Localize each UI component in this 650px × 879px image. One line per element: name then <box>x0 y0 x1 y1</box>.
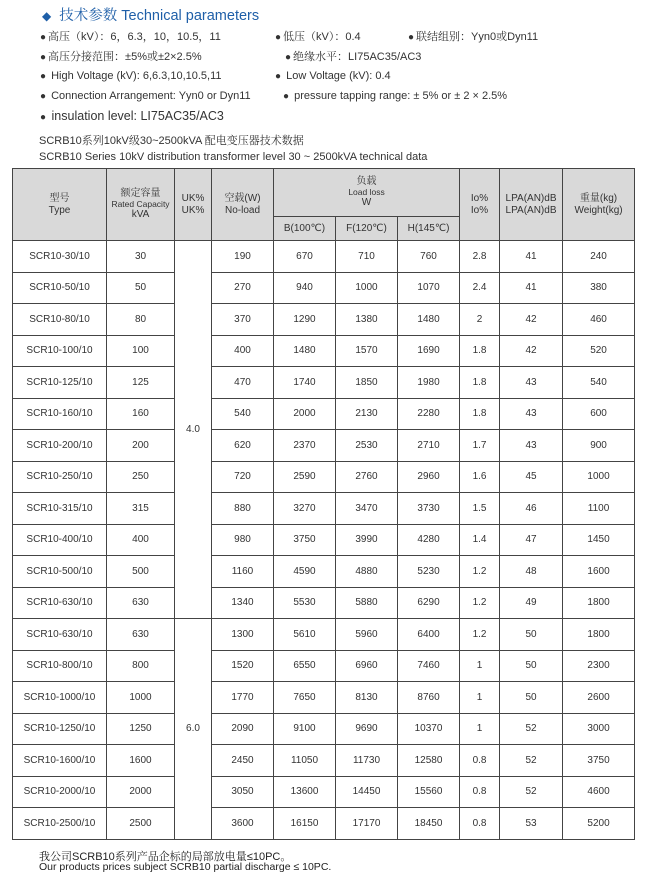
cell-io: 0.8 <box>460 808 500 840</box>
cell-kva: 80 <box>107 304 175 336</box>
cell-f: 17170 <box>336 808 398 840</box>
cell-f: 8130 <box>336 682 398 714</box>
cell-f: 1380 <box>336 304 398 336</box>
bullet-icon: ● <box>40 32 47 43</box>
cell-weight: 3000 <box>563 713 635 745</box>
cell-uk: 6.0 <box>175 619 212 840</box>
cell-kva: 500 <box>107 556 175 588</box>
bullet-icon: ● <box>275 71 282 82</box>
cell-weight: 2300 <box>563 650 635 682</box>
spec-lv-en: ● Low Voltage (kV): 0.4 <box>275 70 391 82</box>
cell-io: 1.2 <box>460 587 500 619</box>
table-row <box>13 524 635 556</box>
cell-b: 16150 <box>274 808 336 840</box>
cell-io: 1 <box>460 650 500 682</box>
cell-io: 1 <box>460 713 500 745</box>
cell-type: SCR10-125/10 <box>13 367 107 399</box>
cell-type: SCR10-630/10 <box>13 587 107 619</box>
cell-kva: 30 <box>107 241 175 273</box>
cell-b: 1480 <box>274 335 336 367</box>
table-row <box>13 398 635 430</box>
cell-h: 2960 <box>398 461 460 493</box>
cell-kva: 800 <box>107 650 175 682</box>
header-h: H(145℃) <box>398 217 460 241</box>
cell-noload: 370 <box>212 304 274 336</box>
cell-b: 4590 <box>274 556 336 588</box>
cell-kva: 630 <box>107 619 175 651</box>
cell-lpa: 41 <box>500 272 563 304</box>
cell-b: 940 <box>274 272 336 304</box>
cell-io: 0.8 <box>460 776 500 808</box>
cell-noload: 270 <box>212 272 274 304</box>
header-b: B(100℃) <box>274 217 336 241</box>
cell-lpa: 50 <box>500 650 563 682</box>
cell-lpa: 41 <box>500 241 563 273</box>
bullet-icon: ● <box>408 32 415 43</box>
cell-h: 1980 <box>398 367 460 399</box>
header-type: 型号 Type <box>13 169 107 241</box>
section-title <box>42 4 259 25</box>
cell-weight: 900 <box>563 430 635 462</box>
table-row <box>13 461 635 493</box>
cell-kva: 630 <box>107 587 175 619</box>
cell-kva: 100 <box>107 335 175 367</box>
header-uk: UK% UK% <box>175 169 212 241</box>
cell-weight: 380 <box>563 272 635 304</box>
cell-h: 15560 <box>398 776 460 808</box>
cell-io: 2.4 <box>460 272 500 304</box>
cell-kva: 400 <box>107 524 175 556</box>
cell-type: SCR10-200/10 <box>13 430 107 462</box>
table-row <box>13 272 635 304</box>
cell-b: 1290 <box>274 304 336 336</box>
cell-f: 1000 <box>336 272 398 304</box>
spec-table-wrapper <box>12 168 634 840</box>
cell-h: 12580 <box>398 745 460 777</box>
cell-type: SCR10-630/10 <box>13 619 107 651</box>
header-io: Io% Io% <box>460 169 500 241</box>
table-row <box>13 241 635 273</box>
cell-lpa: 52 <box>500 713 563 745</box>
cell-noload: 1300 <box>212 619 274 651</box>
cell-io: 1.4 <box>460 524 500 556</box>
cell-type: SCR10-2000/10 <box>13 776 107 808</box>
cell-h: 760 <box>398 241 460 273</box>
cell-f: 11730 <box>336 745 398 777</box>
cell-h: 2710 <box>398 430 460 462</box>
cell-weight: 2600 <box>563 682 635 714</box>
cell-type: SCR10-400/10 <box>13 524 107 556</box>
bullet-icon: ● <box>40 112 47 123</box>
cell-f: 2130 <box>336 398 398 430</box>
note-en: Our products prices subject SCRB10 partial discharge ≤ 10PC. <box>39 861 332 873</box>
table-row <box>13 682 635 714</box>
cell-weight: 1800 <box>563 619 635 651</box>
cell-lpa: 45 <box>500 461 563 493</box>
table-row <box>13 493 635 525</box>
cell-f: 3470 <box>336 493 398 525</box>
spec-insulation-en: ● insulation level: LI75AC35/AC3 <box>40 109 224 123</box>
caption-en: SCRB10 Series 10kV distribution transformer level 30 ~ 2500kVA technical data <box>39 151 428 163</box>
table-row <box>13 335 635 367</box>
cell-noload: 470 <box>212 367 274 399</box>
cell-lpa: 50 <box>500 619 563 651</box>
cell-h: 3730 <box>398 493 460 525</box>
cell-f: 9690 <box>336 713 398 745</box>
cell-io: 1.8 <box>460 367 500 399</box>
cell-b: 5610 <box>274 619 336 651</box>
cell-b: 1740 <box>274 367 336 399</box>
title-cn: 技术参数 <box>59 8 118 24</box>
title-en: Technical parameters <box>121 8 260 24</box>
cell-b: 13600 <box>274 776 336 808</box>
table-row <box>13 619 635 651</box>
cell-io: 2.8 <box>460 241 500 273</box>
cell-h: 8760 <box>398 682 460 714</box>
cell-weight: 5200 <box>563 808 635 840</box>
table-row <box>13 367 635 399</box>
cell-noload: 980 <box>212 524 274 556</box>
cell-kva: 2500 <box>107 808 175 840</box>
cell-b: 2590 <box>274 461 336 493</box>
cell-noload: 3050 <box>212 776 274 808</box>
cell-f: 4880 <box>336 556 398 588</box>
header-f: F(120℃) <box>336 217 398 241</box>
cell-weight: 540 <box>563 367 635 399</box>
cell-b: 11050 <box>274 745 336 777</box>
cell-h: 6400 <box>398 619 460 651</box>
cell-noload: 2450 <box>212 745 274 777</box>
bullet-icon: ● <box>40 91 47 102</box>
cell-type: SCR10-800/10 <box>13 650 107 682</box>
cell-lpa: 43 <box>500 367 563 399</box>
table-row <box>13 808 635 840</box>
cell-lpa: 50 <box>500 682 563 714</box>
cell-type: SCR10-1600/10 <box>13 745 107 777</box>
cell-noload: 1520 <box>212 650 274 682</box>
cell-b: 2370 <box>274 430 336 462</box>
cell-f: 3990 <box>336 524 398 556</box>
bullet-icon: ● <box>40 52 47 63</box>
cell-io: 2 <box>460 304 500 336</box>
cell-f: 5960 <box>336 619 398 651</box>
cell-io: 1.5 <box>460 493 500 525</box>
table-row <box>13 713 635 745</box>
spec-tap-cn: ● 高压分接范围：±5%或±2×2.5% <box>40 51 202 63</box>
cell-noload: 400 <box>212 335 274 367</box>
cell-uk: 4.0 <box>175 241 212 619</box>
cell-h: 5230 <box>398 556 460 588</box>
spec-tap-en: ● pressure tapping range: ± 5% or ± 2 × 2.5% <box>283 90 508 102</box>
table-row <box>13 587 635 619</box>
cell-f: 5880 <box>336 587 398 619</box>
cell-noload: 620 <box>212 430 274 462</box>
cell-noload: 1770 <box>212 682 274 714</box>
cell-kva: 50 <box>107 272 175 304</box>
spec-group-cn: ● 联结组别：Yyn0或Dyn11 <box>408 31 539 43</box>
cell-b: 2000 <box>274 398 336 430</box>
cell-weight: 1600 <box>563 556 635 588</box>
cell-kva: 200 <box>107 430 175 462</box>
cell-f: 14450 <box>336 776 398 808</box>
header-lpa: LPA(AN)dB LPA(AN)dB <box>500 169 563 241</box>
cell-b: 9100 <box>274 713 336 745</box>
cell-h: 10370 <box>398 713 460 745</box>
cell-noload: 1160 <box>212 556 274 588</box>
cell-h: 1480 <box>398 304 460 336</box>
table-row <box>13 430 635 462</box>
cell-weight: 1800 <box>563 587 635 619</box>
note-cn: 我公司SCRB10系列产品企标的局部放电量≤10PC。 <box>39 851 292 863</box>
cell-lpa: 52 <box>500 745 563 777</box>
cell-b: 3270 <box>274 493 336 525</box>
cell-io: 1.7 <box>460 430 500 462</box>
cell-kva: 1600 <box>107 745 175 777</box>
caption-cn: SCRB10系列10kV级30~2500kVA 配电变压器技术数据 <box>39 135 304 147</box>
cell-kva: 160 <box>107 398 175 430</box>
bullet-icon: ● <box>285 52 292 63</box>
cell-io: 0.8 <box>460 745 500 777</box>
cell-lpa: 42 <box>500 335 563 367</box>
cell-f: 2760 <box>336 461 398 493</box>
cell-kva: 125 <box>107 367 175 399</box>
cell-type: SCR10-315/10 <box>13 493 107 525</box>
cell-h: 2280 <box>398 398 460 430</box>
cell-kva: 250 <box>107 461 175 493</box>
cell-weight: 3750 <box>563 745 635 777</box>
spec-table <box>12 168 635 840</box>
cell-h: 18450 <box>398 808 460 840</box>
cell-noload: 2090 <box>212 713 274 745</box>
cell-b: 670 <box>274 241 336 273</box>
cell-lpa: 53 <box>500 808 563 840</box>
bullet-icon: ● <box>40 71 47 82</box>
cell-type: SCR10-80/10 <box>13 304 107 336</box>
cell-weight: 520 <box>563 335 635 367</box>
cell-io: 1.8 <box>460 335 500 367</box>
cell-weight: 1100 <box>563 493 635 525</box>
header-capacity: 额定容量 Rated Capacity kVA <box>107 169 175 241</box>
cell-b: 5530 <box>274 587 336 619</box>
cell-f: 710 <box>336 241 398 273</box>
cell-lpa: 52 <box>500 776 563 808</box>
table-row <box>13 556 635 588</box>
cell-type: SCR10-160/10 <box>13 398 107 430</box>
header-load-loss: 负载 Load loss W <box>274 169 460 217</box>
table-row <box>13 304 635 336</box>
cell-io: 1.2 <box>460 556 500 588</box>
table-row <box>13 745 635 777</box>
cell-lpa: 43 <box>500 430 563 462</box>
cell-kva: 1000 <box>107 682 175 714</box>
cell-h: 1070 <box>398 272 460 304</box>
header-weight: 重量(kg) Weight(kg) <box>563 169 635 241</box>
cell-type: SCR10-500/10 <box>13 556 107 588</box>
cell-b: 6550 <box>274 650 336 682</box>
cell-noload: 1340 <box>212 587 274 619</box>
cell-lpa: 42 <box>500 304 563 336</box>
cell-type: SCR10-100/10 <box>13 335 107 367</box>
cell-kva: 1250 <box>107 713 175 745</box>
cell-weight: 240 <box>563 241 635 273</box>
table-row <box>13 650 635 682</box>
cell-h: 7460 <box>398 650 460 682</box>
cell-f: 1850 <box>336 367 398 399</box>
spec-lv-cn: ● 低压（kV）：0.4 <box>275 31 361 43</box>
spec-connection-en: ● Connection Arrangement: Yyn0 or Dyn11 <box>40 90 251 102</box>
cell-kva: 2000 <box>107 776 175 808</box>
cell-type: SCR10-2500/10 <box>13 808 107 840</box>
cell-noload: 720 <box>212 461 274 493</box>
cell-io: 1.2 <box>460 619 500 651</box>
diamond-icon: ◆ <box>42 9 52 23</box>
cell-noload: 540 <box>212 398 274 430</box>
cell-type: SCR10-30/10 <box>13 241 107 273</box>
header-noload: 空载(W) No-load <box>212 169 274 241</box>
cell-kva: 315 <box>107 493 175 525</box>
cell-b: 3750 <box>274 524 336 556</box>
cell-io: 1.6 <box>460 461 500 493</box>
cell-f: 6960 <box>336 650 398 682</box>
cell-weight: 460 <box>563 304 635 336</box>
cell-weight: 600 <box>563 398 635 430</box>
cell-weight: 1450 <box>563 524 635 556</box>
cell-type: SCR10-1000/10 <box>13 682 107 714</box>
cell-io: 1.8 <box>460 398 500 430</box>
spec-insulation-cn: ● 绝缘水平：LI75AC35/AC3 <box>285 51 422 63</box>
cell-lpa: 43 <box>500 398 563 430</box>
cell-type: SCR10-1250/10 <box>13 713 107 745</box>
table-body <box>13 241 635 840</box>
cell-type: SCR10-250/10 <box>13 461 107 493</box>
cell-h: 1690 <box>398 335 460 367</box>
cell-noload: 190 <box>212 241 274 273</box>
cell-lpa: 49 <box>500 587 563 619</box>
cell-h: 6290 <box>398 587 460 619</box>
cell-h: 4280 <box>398 524 460 556</box>
cell-io: 1 <box>460 682 500 714</box>
spec-hv-en: ● High Voltage (kV): 6,6.3,10,10.5,11 <box>40 70 222 82</box>
cell-type: SCR10-50/10 <box>13 272 107 304</box>
cell-weight: 4600 <box>563 776 635 808</box>
cell-noload: 880 <box>212 493 274 525</box>
spec-hv-cn: ● 高压（kV）：6，6.3，10，10.5，11 <box>40 31 221 43</box>
table-row <box>13 776 635 808</box>
cell-weight: 1000 <box>563 461 635 493</box>
bullet-icon: ● <box>283 91 290 102</box>
cell-b: 7650 <box>274 682 336 714</box>
cell-lpa: 47 <box>500 524 563 556</box>
cell-lpa: 46 <box>500 493 563 525</box>
cell-f: 2530 <box>336 430 398 462</box>
bullet-icon: ● <box>275 32 282 43</box>
cell-f: 1570 <box>336 335 398 367</box>
cell-noload: 3600 <box>212 808 274 840</box>
cell-lpa: 48 <box>500 556 563 588</box>
